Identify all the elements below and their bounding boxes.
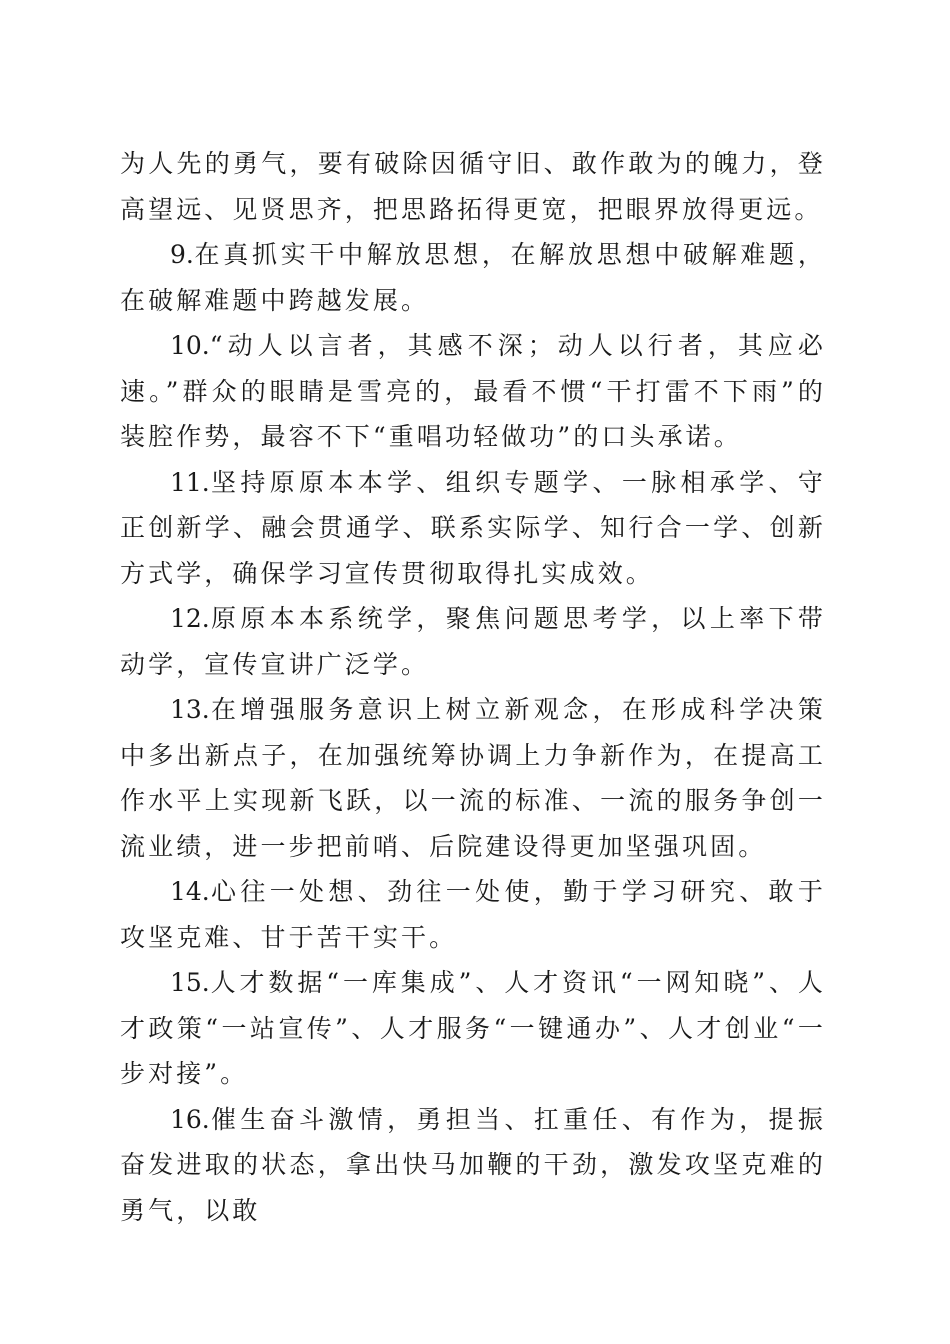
paragraph-number: 9. <box>170 240 194 269</box>
paragraph-9 <box>120 232 826 323</box>
paragraph-13 <box>120 687 826 869</box>
paragraph-text: 人才数据“一库集成”、人才资讯“一网知晓”、人才政策“一站宣传”、人才服务“一键通办”、人才创业“一步对接”。 <box>120 968 826 1088</box>
paragraph-text: 为人先的勇气，要有破除因循守旧、敢作敢为的魄力，登高望远、见贤思齐，把思路拓得更宽，把眼界放得更远。 <box>120 149 826 224</box>
paragraph-number: 11. <box>170 467 210 497</box>
paragraph-text: 坚持原原本本学、组织专题学、一脉相承学、守正创新学、融会贯通学、联系实际学、知行合一学、创新方式学，确保学习宣传贯彻取得扎实成效。 <box>120 467 826 588</box>
paragraph-text: 原原本本系统学，聚焦问题思考学，以上率下带动学，宣传宣讲广泛学。 <box>120 604 826 679</box>
paragraph-text: 催生奋斗激情，勇担当、扛重任、有作为，提振奋发进取的状态，拿出快马加鞭的干劲，激发攻坚克难的勇气，以敢 <box>120 1104 826 1225</box>
paragraph-text: 在真抓实干中解放思想，在解放思想中破解难题，在破解难题中跨越发展。 <box>120 240 826 315</box>
paragraph-number: 16. <box>170 1104 210 1134</box>
paragraph-text: “动人以言者，其感不深；动人以行者，其应必速。”群众的眼睛是雪亮的，最看不惯“干打雷不下雨”的装腔作势，最容不下“重唱功轻做功”的口头承诺。 <box>120 331 826 451</box>
paragraph-number: 12. <box>170 604 210 633</box>
paragraph-text: 心往一处想、劲往一处使，勤于学习研究、敢于攻坚克难、甘于苦干实干。 <box>120 877 826 952</box>
paragraph-10 <box>120 323 826 460</box>
paragraph-12 <box>120 596 826 687</box>
paragraph-text: 在增强服务意识上树立新观念，在形成科学决策中多出新点子，在加强统筹协调上力争新作为，在提高工作水平上实现新飞跃，以一流的标准、一流的服务争创一流业绩，进一步把前哨、后院建设得更加坚强巩固。 <box>120 695 826 861</box>
paragraph-number: 15. <box>170 968 210 997</box>
paragraph-number: 14. <box>170 877 210 906</box>
document-body <box>120 141 826 1233</box>
paragraph-16 <box>120 1097 826 1234</box>
paragraph-15 <box>120 960 826 1097</box>
paragraph-11 <box>120 460 826 597</box>
paragraph-number: 13. <box>170 695 210 724</box>
paragraph-8-continuation <box>120 141 826 232</box>
paragraph-14 <box>120 869 826 960</box>
paragraph-number: 10. <box>170 331 210 360</box>
